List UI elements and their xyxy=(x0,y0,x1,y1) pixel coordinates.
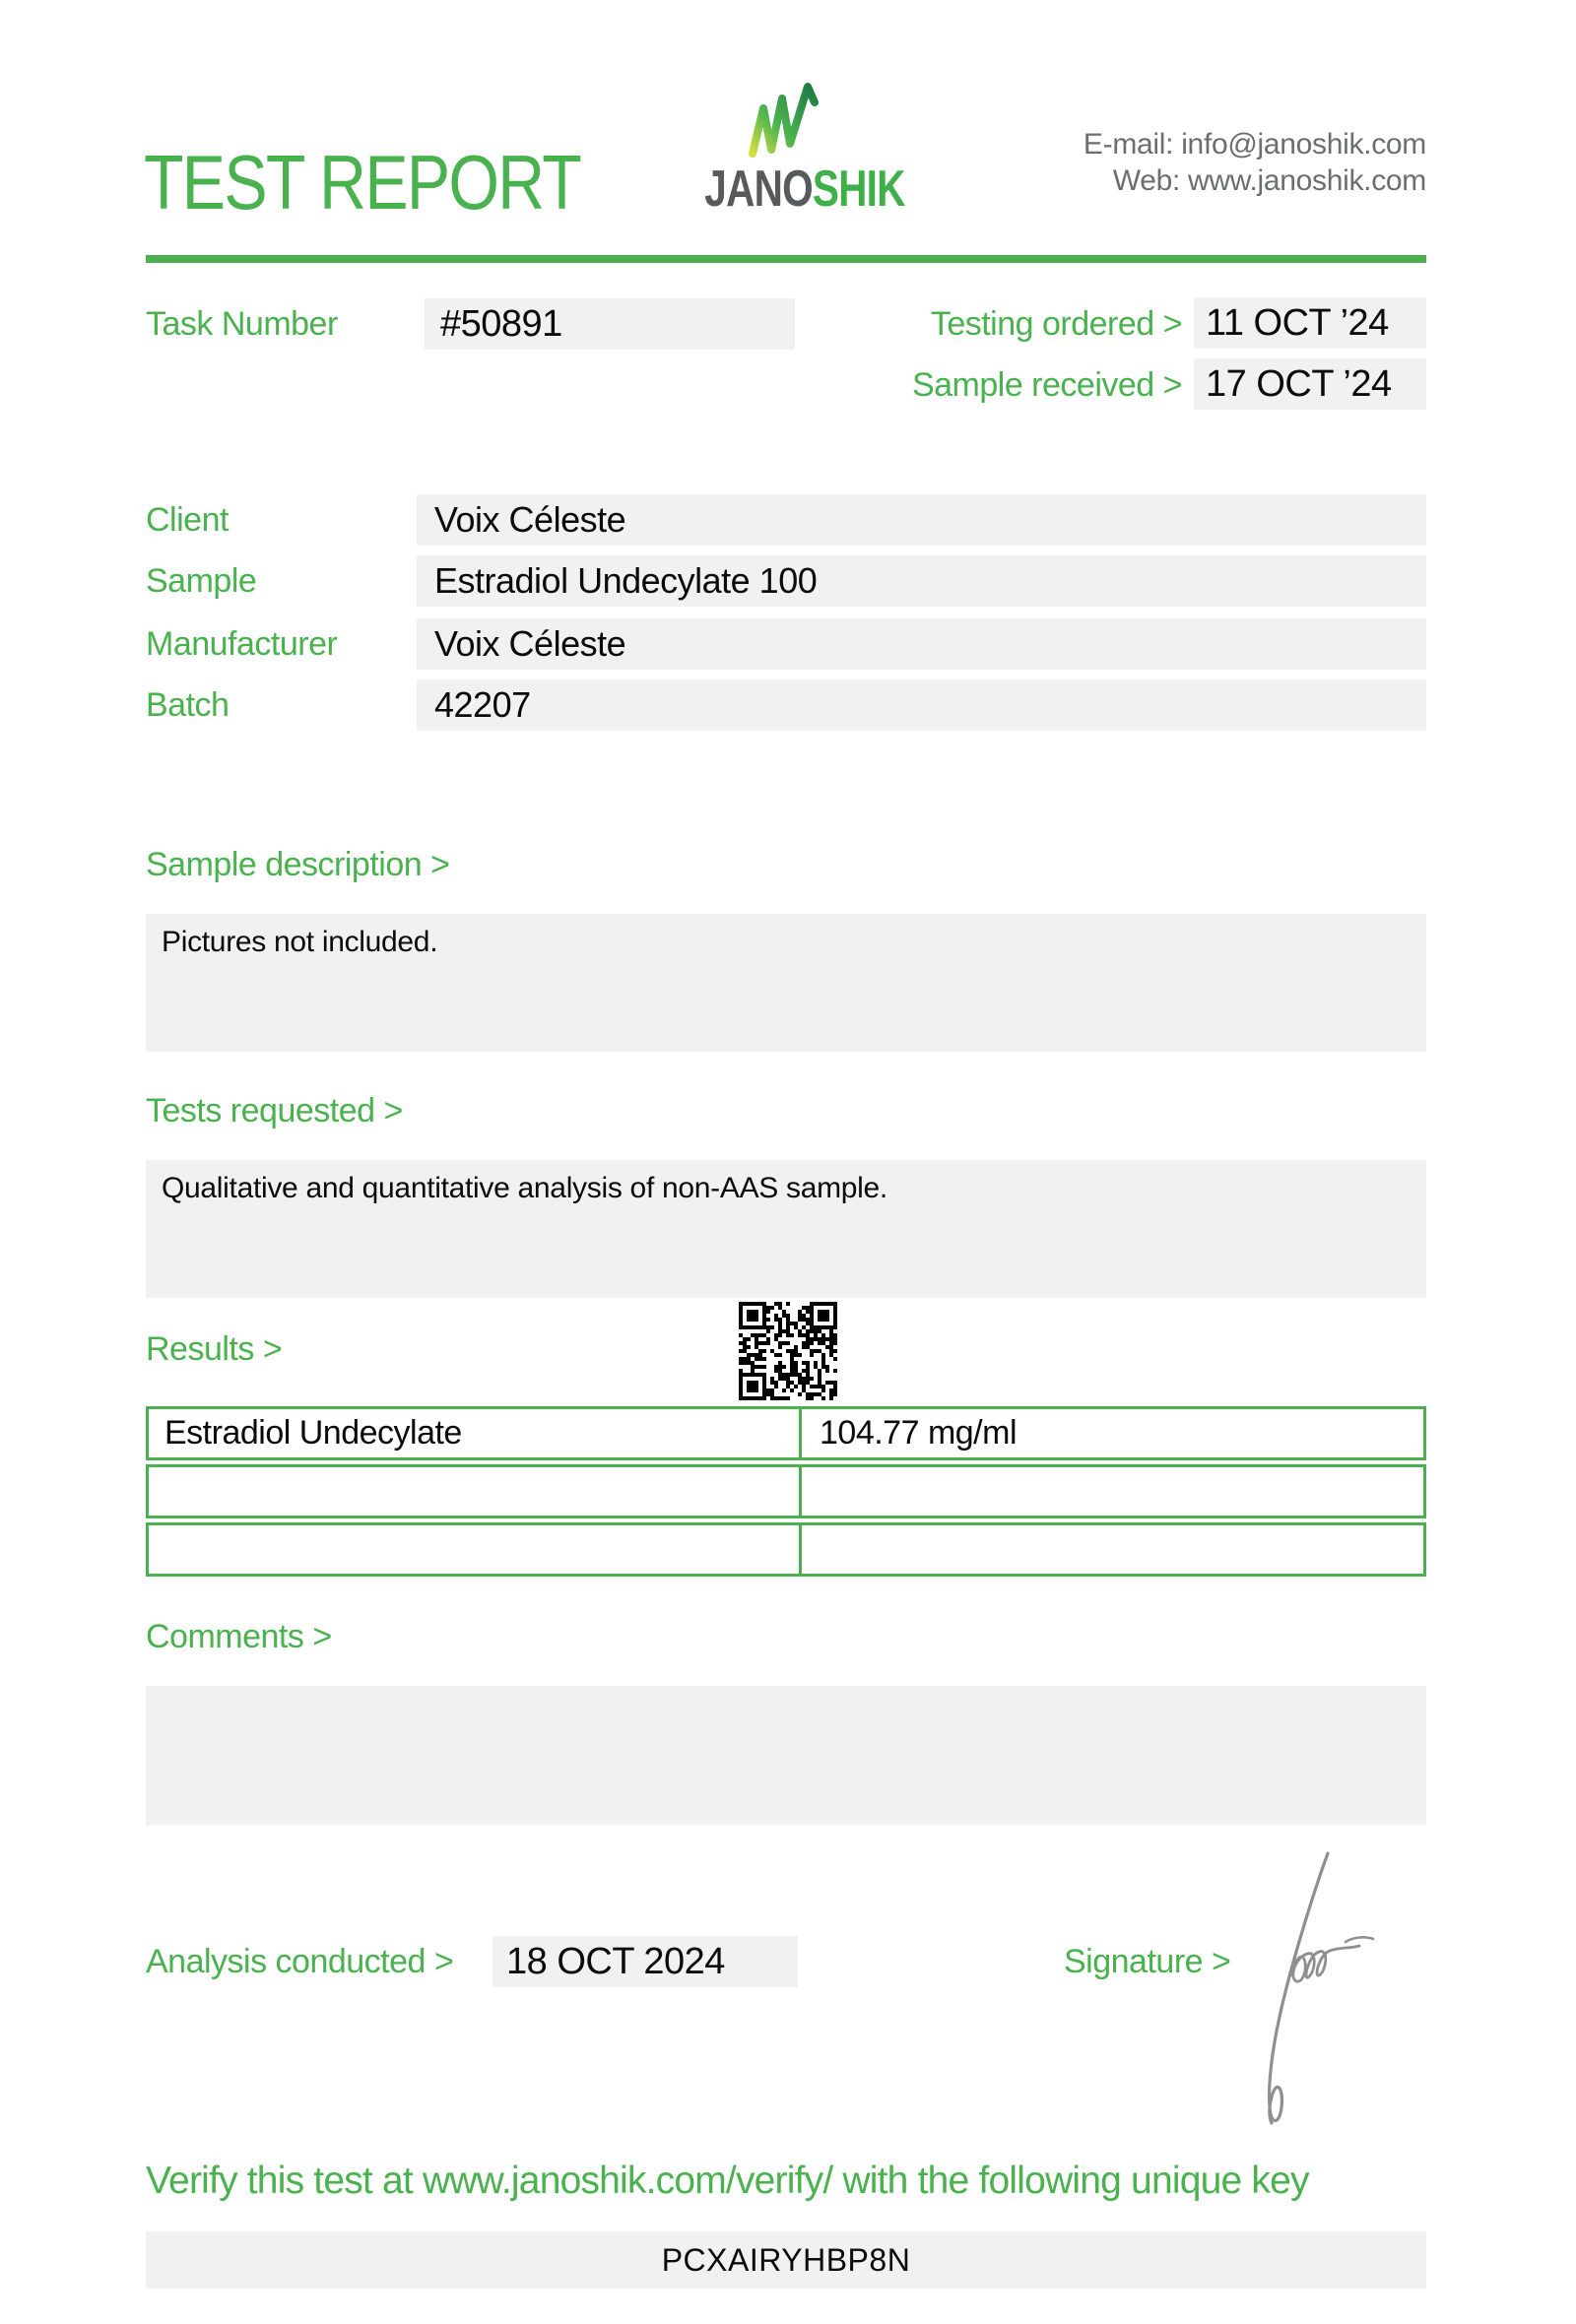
result-value xyxy=(802,1525,1423,1574)
wordmark-shik: SHIK xyxy=(812,161,905,218)
tests-requested-heading: Tests requested > xyxy=(146,1092,403,1130)
sample-received-date: 17 OCT ’24 xyxy=(1206,363,1392,405)
contact-email: E-mail: info@janoshik.com xyxy=(1083,128,1426,161)
result-substance xyxy=(149,1467,802,1516)
sample-label: Sample xyxy=(146,562,257,600)
comments-box xyxy=(146,1686,1426,1825)
verify-instruction: Verify this test at www.janoshik.com/verify/ with the following unique key xyxy=(146,2160,1309,2202)
comments-heading: Comments > xyxy=(146,1618,332,1655)
batch-label: Batch xyxy=(146,686,230,724)
task-number-field xyxy=(425,298,795,350)
verify-key-value: PCXAIRYHBP8N xyxy=(661,2242,911,2278)
result-value: 104.77 mg/ml xyxy=(820,1414,1017,1452)
signature-image xyxy=(1243,1847,1401,2148)
janoshik-logo-icon xyxy=(745,79,835,166)
client-label: Client xyxy=(146,501,229,539)
results-row xyxy=(146,1464,1426,1518)
verify-key-field xyxy=(146,2231,1426,2289)
sample-value: Estradiol Undecylate 100 xyxy=(434,560,818,601)
sample-description-box xyxy=(146,914,1426,1052)
analysis-date-field xyxy=(492,1936,798,1987)
manufacturer-label: Manufacturer xyxy=(146,625,338,663)
qr-code xyxy=(739,1302,837,1400)
result-substance: Estradiol Undecylate xyxy=(149,1409,802,1457)
manufacturer-field xyxy=(417,618,1426,670)
sample-description-heading: Sample description > xyxy=(146,846,450,883)
task-number-value: #50891 xyxy=(440,303,562,345)
result-substance xyxy=(149,1525,802,1574)
testing-ordered-date: 11 OCT ’24 xyxy=(1206,302,1389,344)
result-value xyxy=(802,1467,1423,1516)
results-table xyxy=(146,1406,1426,1581)
wordmark-jano: JANO xyxy=(704,161,813,218)
sample-received-field xyxy=(1194,358,1426,410)
testing-ordered-field xyxy=(1194,297,1426,349)
batch-field xyxy=(417,679,1426,731)
testing-ordered-label: Testing ordered > xyxy=(930,305,1182,343)
contact-web: Web: www.janoshik.com xyxy=(1112,164,1426,197)
results-row xyxy=(146,1406,1426,1460)
sample-field xyxy=(417,555,1426,607)
results-row xyxy=(146,1522,1426,1577)
results-heading: Results > xyxy=(146,1330,283,1368)
analysis-conducted-label: Analysis conducted > xyxy=(146,1943,454,1980)
batch-value: 42207 xyxy=(434,684,531,725)
comments-text xyxy=(146,1686,1426,1698)
tests-requested-box xyxy=(146,1160,1426,1298)
sample-description-text: Pictures not included. xyxy=(162,926,438,958)
signature-label: Signature > xyxy=(1064,1943,1231,1980)
report-title: TEST REPORT xyxy=(144,139,581,226)
janoshik-wordmark xyxy=(693,161,916,218)
analysis-date-value: 18 OCT 2024 xyxy=(506,1941,725,1982)
client-field xyxy=(417,494,1426,546)
sample-received-label: Sample received > xyxy=(911,366,1182,404)
contact-block xyxy=(1084,126,1426,199)
client-value: Voix Céleste xyxy=(434,499,626,540)
tests-requested-text: Qualitative and quantitative analysis of non-AAS sample. xyxy=(162,1172,887,1204)
manufacturer-value: Voix Céleste xyxy=(434,623,626,664)
task-number-label: Task Number xyxy=(146,305,338,343)
header-divider xyxy=(146,255,1426,263)
